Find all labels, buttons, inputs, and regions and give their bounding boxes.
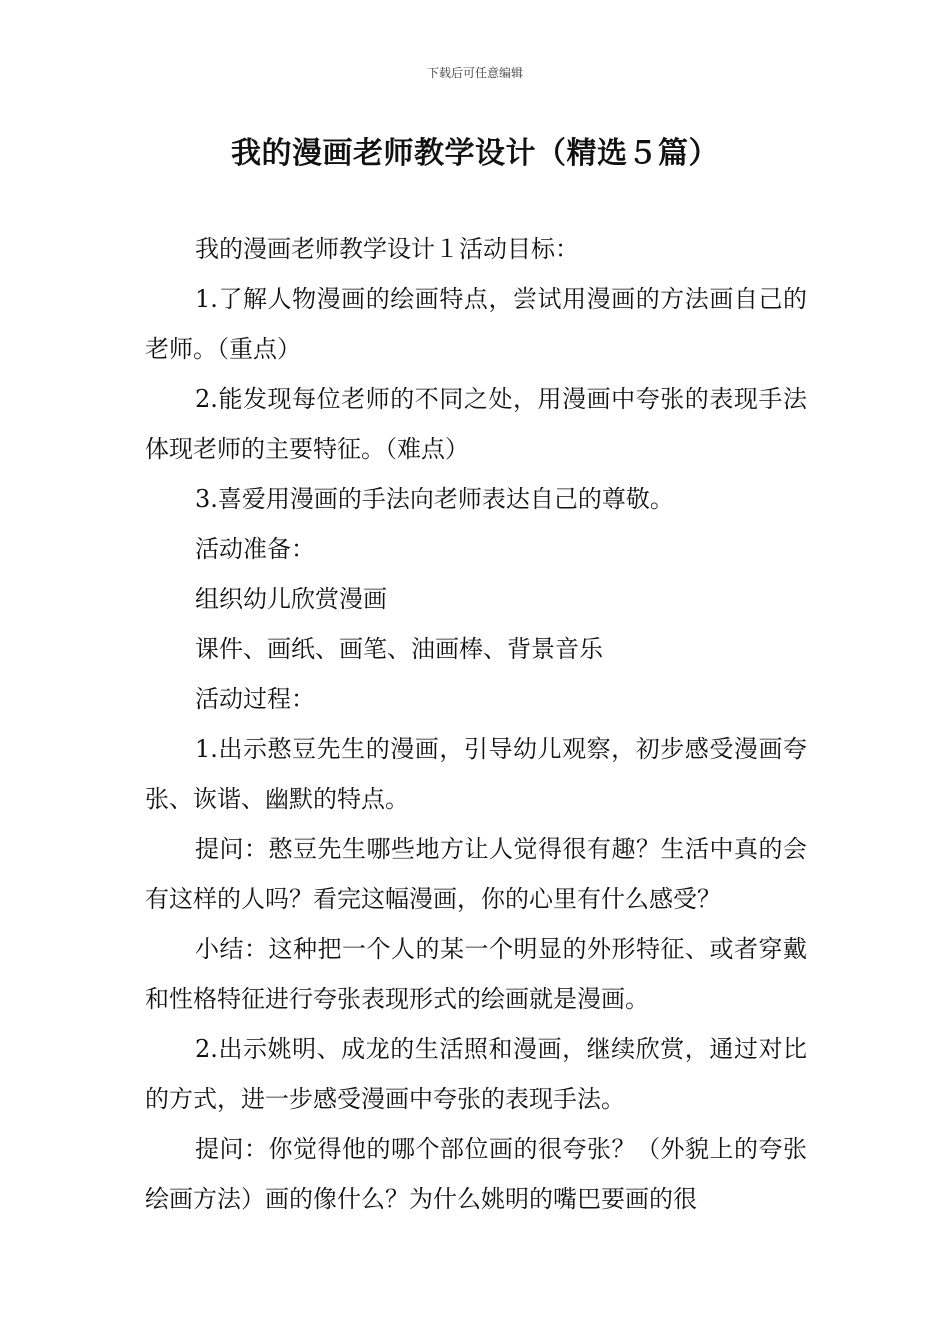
paragraph: 我的漫画老师教学设计１活动目标：	[195, 235, 579, 263]
paragraph: 提问：憨豆先生哪些地方让人觉得很有趣？生活中真的会有这样的人吗？看完这幅漫画，你的心里有什么感受？	[145, 835, 807, 913]
paragraph: 1.出示憨豆先生的漫画，引导幼儿观察，初步感受漫画夸张、诙谐、幽默的特点。	[145, 735, 807, 813]
paragraph: 1.了解人物漫画的绘画特点，尝试用漫画的方法画自己的老师。（重点）	[145, 285, 807, 363]
paragraph: 提问：你觉得他的哪个部位画的很夸张？（外貌上的夸张绘画方法）画的像什么？为什么姚明的嘴巴要画的很	[145, 1135, 807, 1213]
document-title: 我的漫画老师教学设计（精选５篇）	[231, 136, 719, 171]
paragraph: 课件、画纸、画笔、油画棒、背景音乐	[195, 635, 603, 663]
paragraph: 活动过程：	[195, 685, 315, 713]
document-body	[145, 224, 807, 1224]
paragraph: 活动准备：	[195, 535, 315, 563]
paragraph: 2.能发现每位老师的不同之处，用漫画中夸张的表现手法体现老师的主要特征。（难点）	[145, 385, 807, 463]
paragraph: 3.喜爱用漫画的手法向老师表达自己的尊敬。	[195, 485, 674, 513]
paragraph: 组织幼儿欣赏漫画	[195, 585, 387, 613]
paragraph: 小结：这种把一个人的某一个明显的外形特征、或者穿戴和性格特征进行夸张表现形式的绘画就是漫画。	[145, 935, 807, 1013]
header-note: 下载后可任意编辑	[426, 66, 523, 80]
paragraph: 2.出示姚明、成龙的生活照和漫画，继续欣赏，通过对比的方式，进一步感受漫画中夸张的表现手法。	[145, 1035, 807, 1113]
